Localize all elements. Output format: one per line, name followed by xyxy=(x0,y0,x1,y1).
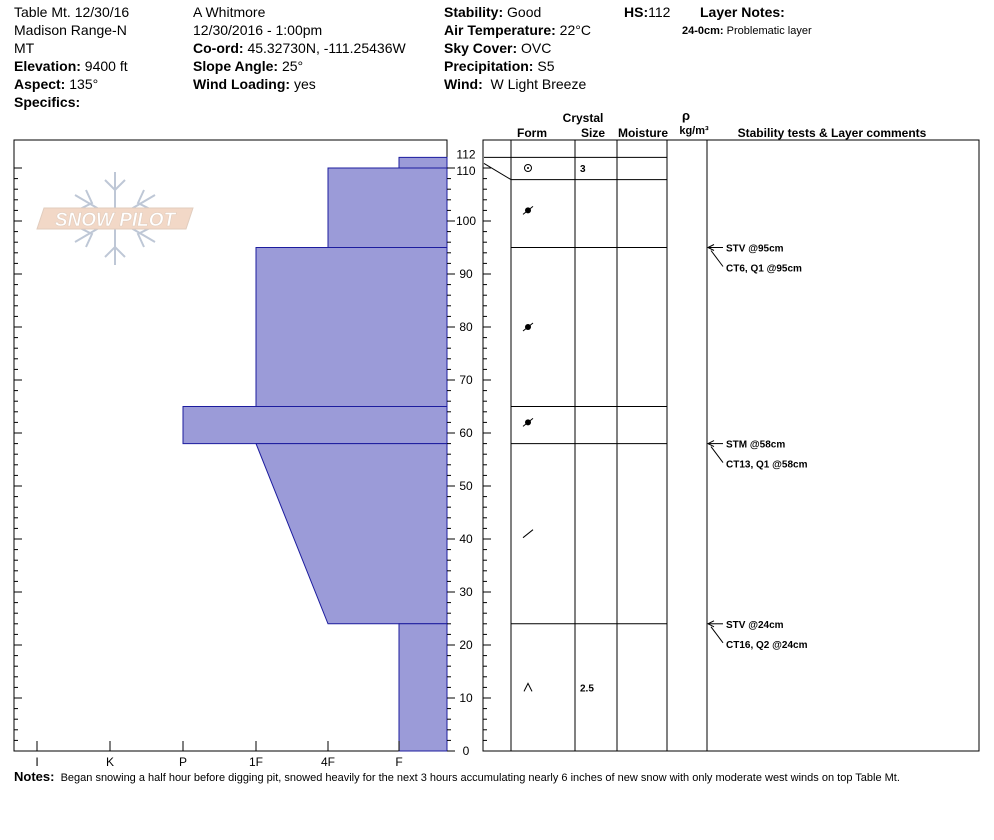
observer-name: A Whitmore xyxy=(193,4,266,20)
wind-value: W Light Breeze xyxy=(490,76,587,92)
observation-datetime: 12/30/2016 - 1:00pm xyxy=(193,22,323,38)
depth-label-30: 30 xyxy=(459,585,473,599)
crystal-precipitation-particle-icon xyxy=(523,418,533,426)
stability-test-text: STM @58cm xyxy=(726,439,786,451)
precip-value: S5 xyxy=(537,58,555,74)
hardness-layer-4 xyxy=(183,407,447,444)
stability-test-3 xyxy=(708,620,808,651)
elevation-label: Elevation: xyxy=(14,58,81,74)
notes-text: Began snowing a half hour before digging pit, snowed heavily for the next 3 hours accumulating nearly 6 inches of new snow with only moderate west winds on top Table Mt. xyxy=(60,772,900,784)
stability-leader-line xyxy=(711,251,723,267)
comments-header: Stability tests & Layer comments xyxy=(737,126,927,140)
stability-test-1 xyxy=(708,244,802,275)
aspect-value: 135° xyxy=(69,76,99,92)
wind-label: Wind: xyxy=(444,76,483,92)
hardness-label-I: I xyxy=(35,755,39,769)
aspect-label: Aspect: xyxy=(14,76,66,92)
crystal-decomposing-fragment-icon xyxy=(523,530,533,538)
notes-label: Notes: xyxy=(14,769,55,784)
air-temp-label: Air Temperature: xyxy=(444,22,556,38)
hs-value: 112 xyxy=(648,4,671,20)
depth-label-70: 70 xyxy=(459,373,473,387)
depth-label-60: 60 xyxy=(459,426,473,440)
stability-value: Good xyxy=(507,4,542,20)
depth-label-80: 80 xyxy=(459,320,473,334)
stability-label: Stability: xyxy=(444,4,504,20)
sky-value: OVC xyxy=(521,40,552,56)
coord-label: Co-ord: xyxy=(193,40,244,56)
hardness-label-1F: 1F xyxy=(248,755,264,769)
moisture-header: Moisture xyxy=(617,126,669,140)
depth-label-100: 100 xyxy=(455,214,477,228)
stability-test-text: CT13, Q1 @58cm xyxy=(726,459,808,471)
stability-test-text: STV @95cm xyxy=(726,243,784,255)
snowpilot-logo xyxy=(37,172,193,265)
hardness-layer-3 xyxy=(256,248,447,407)
hs-label: HS: xyxy=(624,4,649,20)
hardness-label-F: F xyxy=(395,755,403,769)
hardness-layer-1 xyxy=(399,157,447,168)
size-header: Size xyxy=(580,126,606,140)
depth-label-20: 20 xyxy=(459,638,473,652)
crystal-header: Crystal xyxy=(562,111,604,125)
hardness-layer-5 xyxy=(256,444,447,624)
crystal-rounded-melt-icon xyxy=(525,165,532,172)
depth-label-40: 40 xyxy=(459,532,473,546)
density-symbol: ρ xyxy=(681,108,691,123)
depth-label-112: 112 xyxy=(456,147,476,162)
stability-test-text: CT6, Q1 @95cm xyxy=(726,263,802,275)
notes xyxy=(14,767,979,788)
density-unit: kg/m³ xyxy=(679,125,709,137)
stability-test-text: CT16, Q2 @24cm xyxy=(726,639,808,651)
depth-label-0: 0 xyxy=(462,744,470,758)
layer-notes-label: Layer Notes: xyxy=(700,4,785,20)
stability-test-text: STV @24cm xyxy=(726,619,784,631)
depth-label-90: 90 xyxy=(459,267,473,281)
slope-value: 25° xyxy=(281,58,304,74)
wind-loading-value: yes xyxy=(293,76,316,92)
crystal-chevron xyxy=(524,683,532,691)
layer-note-range: 24-0cm: xyxy=(682,25,724,37)
crystal-size: 2.5 xyxy=(580,683,594,695)
layer-table xyxy=(484,157,808,694)
logo-text: SNOW PILOT xyxy=(54,210,176,231)
crystal-stroke xyxy=(523,530,533,538)
depth-label-10: 10 xyxy=(459,691,473,705)
hardness-label-4F: 4F xyxy=(320,755,336,769)
elevation-value: 9400 ft xyxy=(84,58,128,74)
coord-value: 45.32730N, -111.25436W xyxy=(247,40,406,56)
slope-label: Slope Angle: xyxy=(193,58,279,74)
crystal-precipitation-particle-icon xyxy=(523,206,533,214)
crystal-dot xyxy=(527,167,529,169)
site-name: Table Mt. 12/30/16 xyxy=(14,4,130,20)
hardness-layer-6 xyxy=(399,624,447,751)
precip-label: Precipitation: xyxy=(444,58,534,74)
stability-leader-line xyxy=(711,447,723,463)
stability-test-2 xyxy=(708,440,808,471)
sky-label: Sky Cover: xyxy=(444,40,518,56)
crystal-depth-hoar-icon xyxy=(524,683,532,691)
hardness-axis xyxy=(35,741,402,769)
depth-label-50: 50 xyxy=(459,479,473,493)
hardness-layer-2 xyxy=(328,168,447,248)
layer-connector xyxy=(484,163,511,179)
specifics-label: Specifics: xyxy=(14,94,81,110)
crystal-size: 3 xyxy=(580,164,586,175)
hardness-label-K: K xyxy=(105,755,115,769)
crystal-precipitation-particle-icon xyxy=(523,323,533,331)
hardness-profile xyxy=(183,157,447,751)
depth-label-110: 110 xyxy=(456,164,476,178)
layer-note-text: Problematic layer xyxy=(726,25,812,37)
site-range: Madison Range-N xyxy=(14,22,127,38)
form-header: Form xyxy=(517,126,547,140)
air-temp-value: 22°C xyxy=(559,22,591,38)
site-state: MT xyxy=(14,40,35,56)
stability-leader-line xyxy=(711,627,723,643)
hardness-label-P: P xyxy=(178,755,188,769)
wind-loading-label: Wind Loading: xyxy=(193,76,291,92)
